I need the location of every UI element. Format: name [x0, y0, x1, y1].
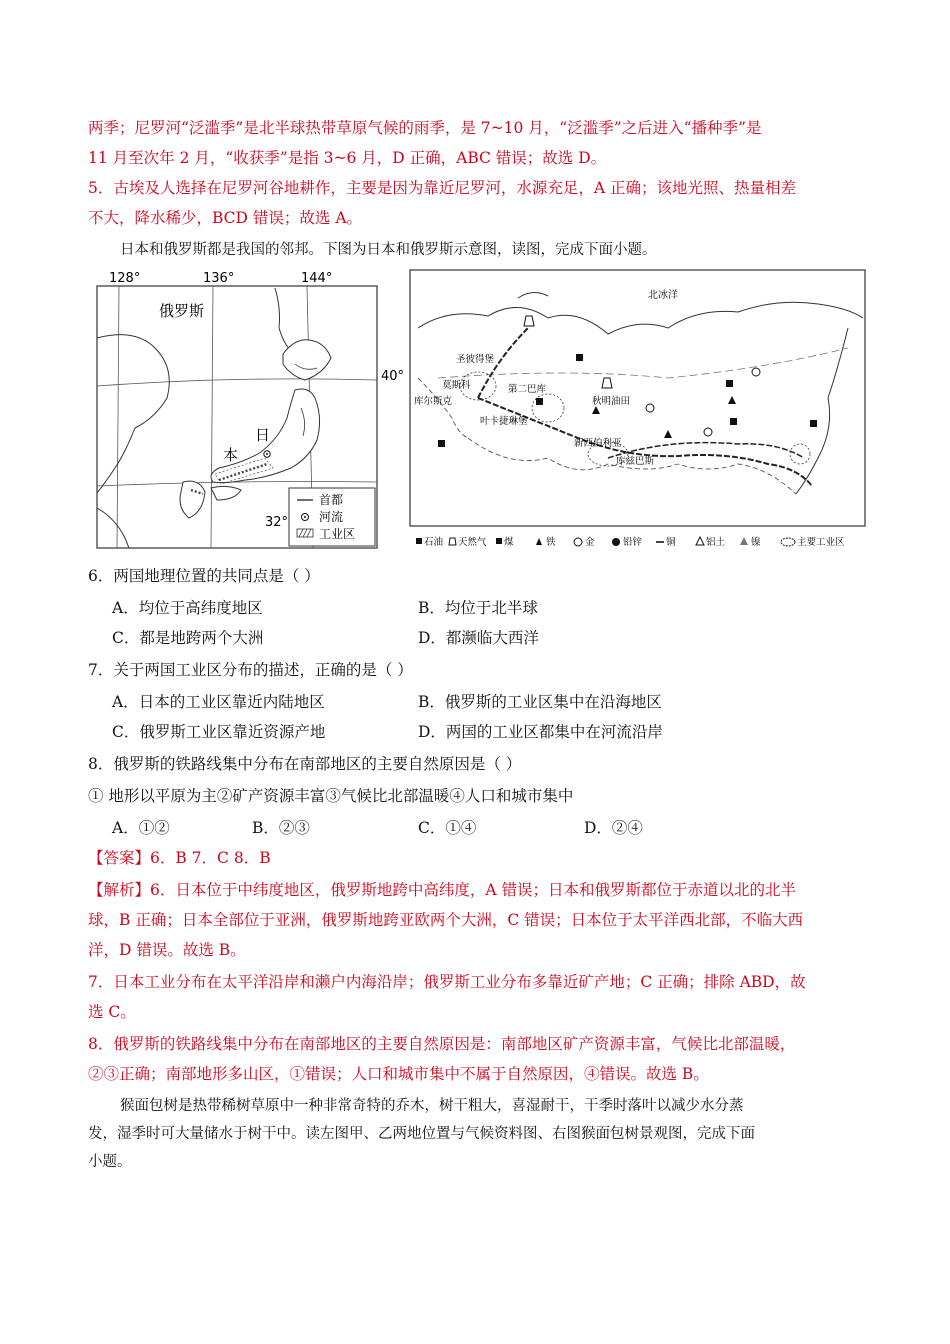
japan-label: 日	[255, 426, 271, 444]
legend-capital: 首都	[319, 493, 344, 507]
q7-option-d: D．两国的工业区都集中在河流沿岸	[418, 723, 663, 741]
legend-copper: 铜	[666, 537, 676, 548]
city-label: 叶卡捷琳堡	[480, 416, 528, 427]
q8-option-a: A．①②	[112, 819, 170, 837]
q7-option-a: A．日本的工业区靠近内陆地区	[112, 693, 325, 711]
analysis-line: 8．俄罗斯的铁路线集中分布在南部地区的主要自然原因是：南部地区矿产资源丰富，气候比北部温暖，	[88, 1035, 796, 1053]
lon-label: 144°	[301, 271, 333, 286]
city-label: 莫斯科	[442, 380, 471, 391]
legend-gas: 天然气	[458, 537, 487, 548]
lon-label: 136°	[203, 271, 235, 286]
q5-analysis-line: 5．古埃及人选择在尼罗河谷地耕作，主要是因为靠近尼罗河，水源充足，A 正确；该地光照、热量相差	[88, 179, 796, 197]
legend-river: 河流	[319, 510, 344, 524]
city-label: 库兹巴斯	[616, 456, 655, 467]
russia-label: 俄罗斯	[159, 302, 205, 320]
q8-statements: ① 地形以平原为主②矿产资源丰富③气候比北部温暖④人口和城市集中	[88, 787, 574, 805]
analysis-line: 洋，D 错误。故选 B。	[88, 941, 246, 959]
legend-oil: 石油	[424, 537, 444, 548]
q8-option-c: C．①④	[418, 819, 477, 837]
analysis-line: 7．日本工业分布在太平洋沿岸和濑户内海沿岸；俄罗斯工业分布多靠近矿产地；C 正确；排除 ABD，故	[88, 973, 806, 991]
legend-coal: 煤	[504, 537, 514, 548]
q5-analysis-line: 不大，降水稀少，BCD 错误；故选 A。	[88, 209, 363, 227]
city-label: 新西伯利亚	[574, 438, 622, 449]
intro-text: 日本和俄罗斯都是我国的邻邦。下图为日本和俄罗斯示意图，读图，完成下面小题。	[120, 242, 657, 258]
japan-map	[95, 268, 405, 560]
legend-bauxite: 铝土	[706, 537, 726, 548]
passage-line: 发，湿季时可大量储水于树干中。读左图甲、乙两地位置与气候资料图、右图猴面包树景观图，完成下面	[88, 1126, 755, 1142]
q6-option-c: C．都是地跨两个大洲	[112, 629, 264, 647]
legend-industry: 主要工业区	[797, 537, 845, 548]
legend-iron: 铁	[546, 537, 556, 548]
city-label: 库尔斯克	[414, 396, 453, 407]
city-label: 秋明油田	[592, 396, 631, 407]
q8-stem: 8．俄罗斯的铁路线集中分布在南部地区的主要自然原因是（ ）	[88, 755, 522, 773]
q6-option-d: D．都濒临大西洋	[418, 629, 539, 647]
q6-stem: 6．两国地理位置的共同点是（ ）	[88, 567, 320, 585]
q8-option-b: B．②③	[252, 819, 310, 837]
q7-stem: 7．关于两国工业区分布的描述，正确的是（ ）	[88, 661, 413, 679]
q7-option-b: B．俄罗斯的工业区集中在沿海地区	[418, 693, 662, 711]
legend-lead-zinc: 铅锌	[623, 537, 643, 548]
q7-option-c: C．俄罗斯工业区靠近资源产地	[112, 723, 326, 741]
lat-label: 32°	[265, 515, 289, 530]
city-label: 第二巴库	[508, 384, 547, 395]
analysis-line: 【解析】6．日本位于中纬度地区，俄罗斯地跨中高纬度，A 错误；日本和俄罗斯都位于赤道以北的北半	[88, 881, 796, 899]
q6-option-a: A．均位于高纬度地区	[112, 599, 263, 617]
legend-gold: 金	[585, 537, 595, 548]
q6-option-b: B．均位于北半球	[418, 599, 538, 617]
map-figure	[95, 268, 870, 560]
text-line: 两季；尼罗河“泛滥季”是北半球热带草原气候的雨季，是 7~10 月，“泛滥季”之后进入“播种季”是	[88, 119, 762, 137]
lat-label: 40°	[381, 369, 405, 384]
lon-label: 128°	[109, 271, 141, 286]
passage-line: 猴面包树是热带稀树草原中一种非常奇特的乔木，树干粗大，喜湿耐干，干季时落叶以减少水分蒸	[120, 1098, 744, 1114]
analysis-line: 选 C。	[88, 1003, 136, 1021]
ocean-label: 北冰洋	[648, 290, 678, 301]
analysis-line: ②③正确；南部地形多山区，①错误；人口和城市集中不属于自然原因，④错误。故选 B。	[88, 1065, 709, 1083]
legend-industry: 工业区	[319, 527, 356, 541]
analysis-line: 球，B 正确；日本全部位于亚洲，俄罗斯地跨亚欧两个大洲，C 错误；日本位于太平洋西北部，不临大西	[88, 911, 804, 929]
passage-line: 小题。	[88, 1154, 132, 1170]
legend-nickel: 镍	[751, 537, 761, 548]
russia-map	[408, 268, 868, 560]
japan-label: 本	[223, 446, 239, 464]
text-line: 11 月至次年 2 月，“收获季”是指 3~6 月，D 正确，ABC 错误；故选 D。	[88, 149, 607, 167]
city-label: 圣彼得堡	[456, 354, 495, 365]
answer-line: 【答案】6．B 7．C 8．B	[88, 849, 271, 867]
q8-option-d: D．②④	[584, 819, 643, 837]
